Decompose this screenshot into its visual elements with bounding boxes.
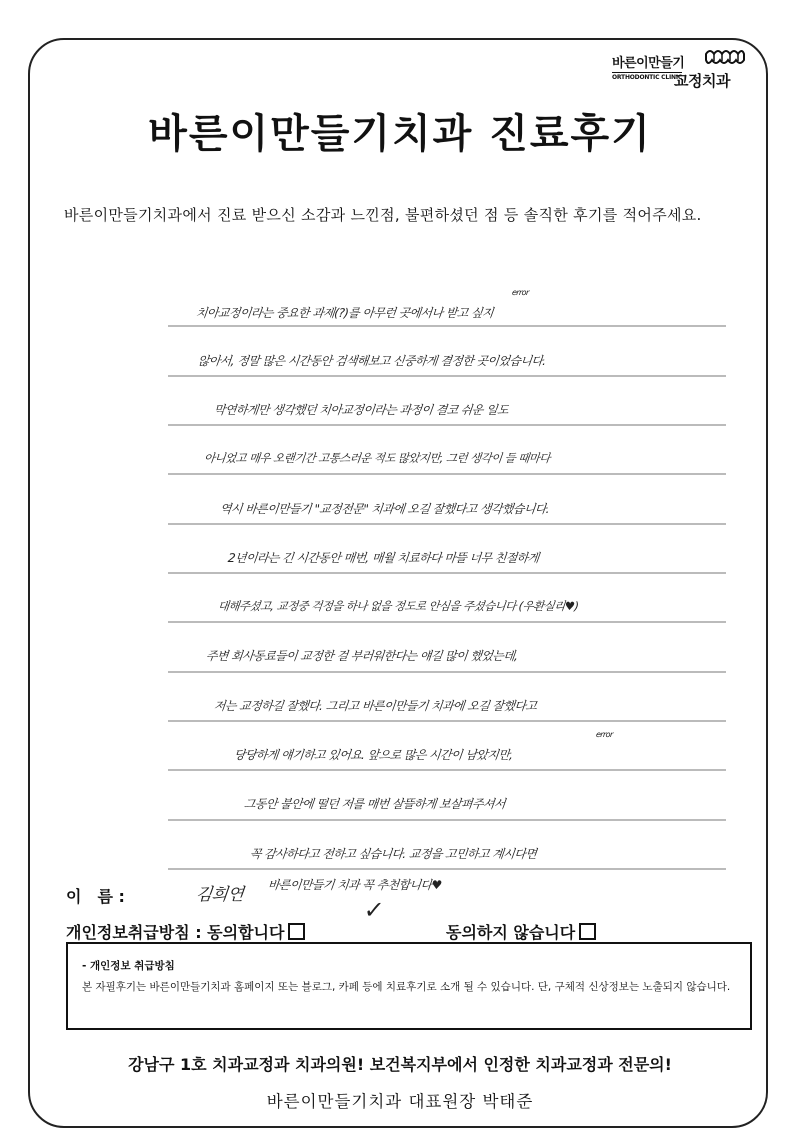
notice-heading: - 개인정보 취급방침 bbox=[82, 960, 175, 972]
disagree-checkbox[interactable] bbox=[579, 923, 596, 940]
review-line: 막연하게만 생각했던 치아교정이라는 과정이 결코 쉬운 일도 bbox=[213, 403, 509, 417]
review-line: 아니었고 매우 오랜기간 고통스러운 적도 많았지만, 그런 생각이 들 때마다 bbox=[203, 451, 551, 465]
review-line: 꼭 감사하다고 전하고 싶습니다. 교정을 고민하고 계시다면 bbox=[249, 847, 537, 861]
agree-checkbox[interactable] bbox=[288, 923, 305, 940]
footer-tagline: 강남구 1호 치과교정과 치과의원! 보건복지부에서 인정한 치과교정과 전문의! bbox=[128, 1055, 672, 1074]
review-line: 치아교정이라는 중요한 과제(?)를 아무런 곳에서나 받고 싶지 bbox=[195, 306, 494, 320]
review-line: 그동안 불안에 떨던 저를 매번 살뜰하게 보살펴주셔서 bbox=[243, 797, 506, 811]
review-line: 역시 바른이만들기 "교정전문" 치과에 오길 잘했다고 생각했습니다. bbox=[219, 502, 550, 516]
review-line: 바른이만들기 치과 꼭 추천합니다♥ bbox=[267, 878, 443, 892]
name-value: 김희연 bbox=[194, 885, 245, 905]
privacy-notice bbox=[66, 942, 752, 1030]
consent-agree[interactable] bbox=[66, 920, 305, 943]
name-label: 이 름 : bbox=[66, 887, 125, 906]
review-line: 주변 회사동료들이 교정한 걸 부러워한다는 얘길 많이 했었는데, bbox=[205, 649, 519, 663]
review-line: 않아서, 정말 많은 시간동안 검색해보고 신중하게 결정한 곳이었습니다. bbox=[197, 354, 547, 368]
logo-name-small: 바른이만들기 bbox=[612, 56, 685, 71]
review-line: 저는 교정하길 잘했다. 그리고 바른이만들기 치과에 오길 잘했다고 bbox=[213, 699, 538, 713]
review-line: 당당하게 얘기하고 있어요. 앞으로 많은 시간이 남았지만, bbox=[233, 748, 514, 762]
correction-mark: error bbox=[511, 288, 530, 297]
review-line: 2년이라는 긴 시간동안 매번, 매월 치료하다 마뜰 너무 친절하게 bbox=[227, 551, 540, 565]
consent-disagree[interactable] bbox=[446, 920, 596, 943]
logo-orthodontic: ORTHODONTIC CLINIC bbox=[612, 74, 683, 81]
correction-mark: error bbox=[595, 730, 614, 739]
logo-name-clinic: 교정치과 bbox=[674, 72, 730, 90]
intro-text: 바른이만들기치과에서 진료 받으신 소감과 느낀점, 불편하셨던 점 등 솔직한 후기를 적어주세요. bbox=[64, 206, 702, 224]
page-title: 바른이만들기치과 진료후기 bbox=[148, 110, 652, 157]
consent-disagree-label: 동의하지 않습니다 bbox=[446, 923, 576, 942]
consent-agree-label: 개인정보취급방침 : 동의합니다 bbox=[66, 923, 285, 942]
notice-body: 본 자필후기는 바른이만들기치과 홈페이지 또는 블로그, 카페 등에 치료후기로 소개 될 수 있습니다. 단, 구체적 신상정보는 노출되지 않습니다. bbox=[82, 981, 731, 993]
check-mark-icon: ✓ bbox=[362, 896, 385, 924]
review-line: 대해주셨고, 교정중 걱정을 하나 없을 정도로 안심을 주셨습니다 (우환실리♥) bbox=[217, 599, 579, 613]
footer-director: 바른이만들기치과 대표원장 박태준 bbox=[266, 1092, 534, 1111]
